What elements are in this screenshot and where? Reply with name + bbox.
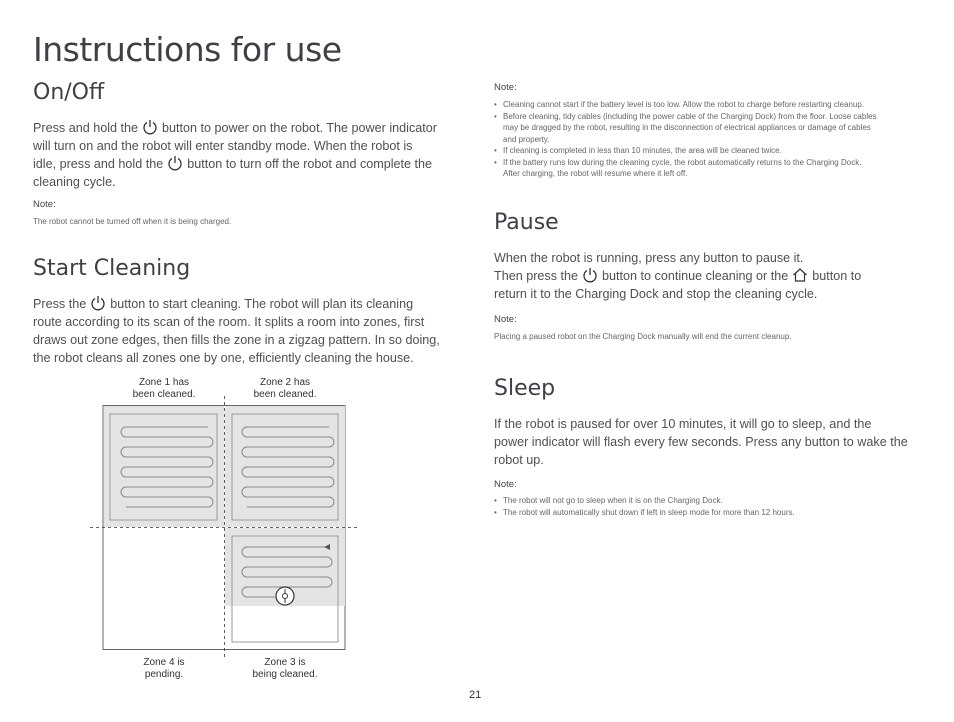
power-icon [142, 119, 158, 135]
home-icon [792, 267, 808, 283]
zone-label-line: being cleaned. [252, 669, 318, 680]
zone-label-line: been cleaned. [253, 389, 317, 400]
note-item-line: • If the battery runs low during the cleaning cycle, the robot automatically returns to the Charging Dock. [503, 157, 862, 167]
page-title: Instructions for use [33, 30, 342, 69]
sleep-note-label: Note: [494, 479, 517, 490]
onoff-paragraph [33, 119, 473, 191]
note-item: • The robot will automatically shut down if left in sleep mode for more than 12 hours. [494, 507, 934, 519]
sleep-text: robot up. [494, 453, 544, 467]
note-item [494, 157, 934, 180]
pause-text: When the robot is running, press any button to pause it. [494, 251, 804, 265]
zone3-label [230, 657, 340, 681]
pause-note-text: Placing a paused robot on the Charging Dock manually will end the current cleanup. [494, 332, 792, 341]
onoff-text: Press and hold the [33, 121, 139, 135]
start-text: button to start cleaning. The robot will plan its cleaning [110, 297, 414, 311]
sleep-note-list [494, 495, 934, 518]
power-icon [90, 295, 106, 311]
pause-text: Then press the [494, 269, 579, 283]
note-item [494, 145, 934, 157]
start-text: Press the [33, 297, 87, 311]
start-text: draws out zone edges, then fills the zone in a zigzag pattern. In so doing, [33, 333, 440, 347]
sleep-heading: Sleep [494, 376, 556, 401]
zone-cleaning-diagram [90, 396, 360, 658]
note-item: • The robot will not go to sleep when it is on the Charging Dock. [494, 495, 934, 507]
onoff-heading: On/Off [33, 80, 105, 105]
note-item-line: • Cleaning cannot start if the battery level is too low. Allow the robot to charge before restarting cleanup. [503, 100, 865, 109]
start-paragraph [33, 295, 473, 367]
zone-label-line: been cleaned. [132, 389, 196, 400]
pause-text: return it to the Charging Dock and stop the cleaning cycle. [494, 287, 818, 301]
robot-icon [276, 587, 294, 605]
onoff-note-text: The robot cannot be turned off when it is being charged. [33, 217, 232, 226]
pause-text: button to continue cleaning or the [602, 269, 789, 283]
note-item-line: After charging, the robot will resume where it left off. [503, 169, 688, 178]
power-icon [167, 155, 183, 171]
zone-label-line: Zone 4 is [143, 657, 185, 668]
zone4-label [109, 657, 219, 681]
zone-label-line: Zone 2 has [259, 377, 311, 388]
start-text: route according to its scan of the room. It splits a room into zones, first [33, 315, 425, 329]
onoff-note-label: Note: [33, 199, 56, 210]
zone-label-line: Zone 3 is [264, 657, 306, 668]
right-note-label: Note: [494, 82, 517, 93]
onoff-text: idle, press and hold the [33, 157, 164, 171]
zone-label-line: pending. [144, 669, 184, 680]
note-item-line: • Before cleaning, tidy cables (including the power cable of the Charging Dock) from the floor. Loose cables [503, 111, 877, 121]
pause-paragraph [494, 249, 934, 303]
sleep-text: If the robot is paused for over 10 minutes, it will go to sleep, and the [494, 417, 872, 431]
zone-label-line: Zone 1 has [138, 377, 190, 388]
power-icon [582, 267, 598, 283]
start-heading: Start Cleaning [33, 256, 191, 281]
note-item-line: may be dragged by the robot, resulting in the disconnection of electrical appliances or damage of cables [503, 123, 871, 132]
note-item [494, 111, 934, 146]
note-item [494, 99, 934, 111]
onoff-text: button to power on the robot. The power indicator [162, 121, 437, 135]
pause-note-label: Note: [494, 314, 517, 325]
sleep-text: power indicator will flash every few seconds. Press any button to wake the [494, 435, 908, 449]
onoff-text: cleaning cycle. [33, 175, 116, 189]
pause-heading: Pause [494, 210, 559, 235]
pause-text: button to [812, 269, 862, 283]
onoff-text: button to turn off the robot and complete the [187, 157, 433, 171]
start-text: the robot cleans all zones one by one, efficiently cleaning the house. [33, 351, 414, 365]
note-item-line: and property. [503, 134, 550, 144]
note-item-line: • If cleaning is completed in less than 10 minutes, the area will be cleaned twice. [503, 146, 782, 155]
onoff-text: will turn on and the robot will enter standby mode. When the robot is [33, 139, 413, 153]
sleep-paragraph [494, 415, 934, 469]
right-note-list [494, 99, 934, 180]
page-number: 21 [469, 689, 482, 701]
